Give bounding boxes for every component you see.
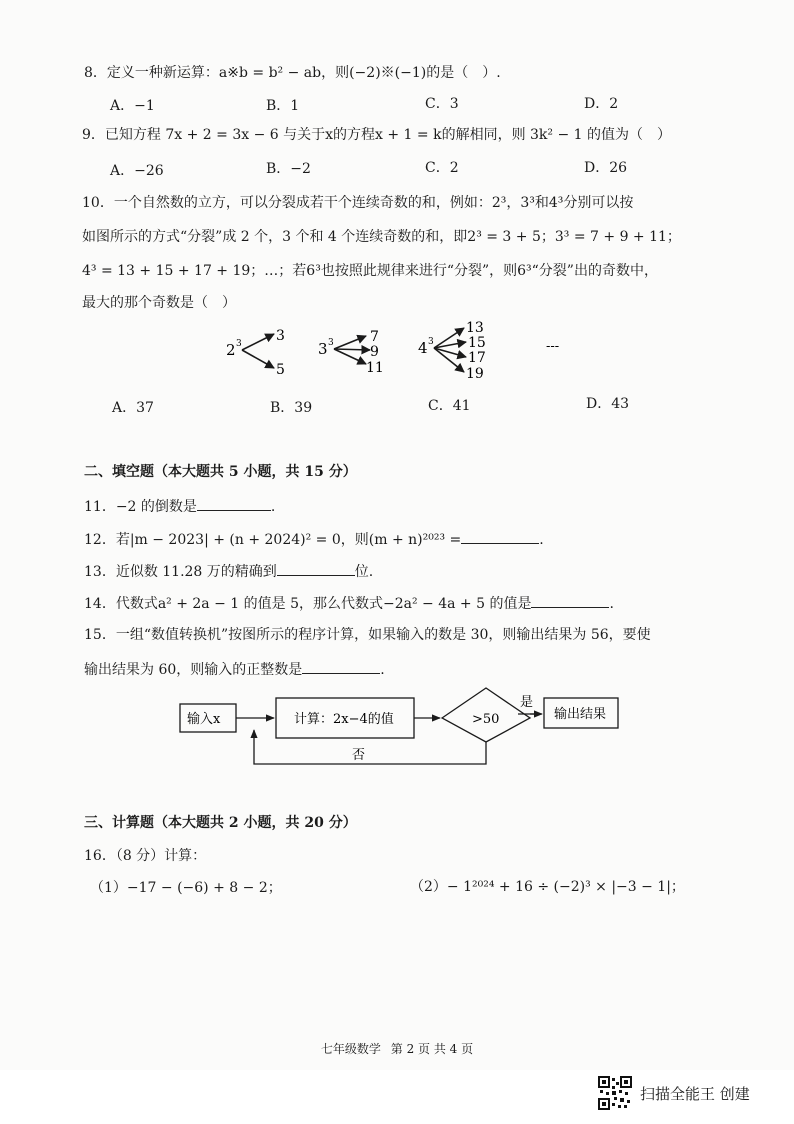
q10-line-2: 如图所示的方式“分裂”成 2 个，3 个和 4 个连续奇数的和，即2³ = 3 + 5；3³ = 7 + 9 + 11； xyxy=(82,229,681,245)
q14-text: 14．代数式a² + 2a − 1 的值是 5，那么代数式−2a² − 4a + 5 的值是 xyxy=(84,596,532,612)
diagram-exp-2: 3 xyxy=(236,339,242,349)
diagram-exp-3: 3 xyxy=(328,338,334,348)
q10-line-3: 4³ = 13 + 15 + 17 + 19；…；若6³也按照此规律来进行“分裂”，则6³“分裂”出的奇数中， xyxy=(82,263,658,279)
diagram-ellipsis: --- xyxy=(546,339,560,354)
diagram-leaf: 11 xyxy=(366,360,384,376)
flow-no-label: 否 xyxy=(352,748,366,763)
q16-stem: 16．（8 分）计算： xyxy=(84,848,207,864)
diagram-base-3: 3 xyxy=(318,340,328,358)
scanner-label: 扫描全能王 创建 xyxy=(640,1085,750,1103)
q10-line-4: 最大的那个奇数是（ ） xyxy=(82,295,236,311)
footer-subject: 七年级数学 xyxy=(320,1042,381,1056)
answer-blank[interactable] xyxy=(302,659,380,674)
diagram-leaf: 3 xyxy=(276,328,285,344)
diagram-arrow xyxy=(334,336,366,349)
diagram-base-4: 4 xyxy=(418,339,428,357)
diagram-exp-4: 3 xyxy=(428,337,434,347)
section-2-title: 二、填空题（本大题共 5 小题，共 15 分） xyxy=(84,464,357,480)
diagram-arrow xyxy=(334,349,366,364)
q8-option-c: C．3 xyxy=(425,96,459,112)
q11-end: . xyxy=(270,499,276,515)
diagram-arrow xyxy=(334,349,370,350)
diagram-base-2: 2 xyxy=(226,341,236,359)
q16-part-1: （1）−17 − (−6) + 8 − 2； xyxy=(90,880,282,896)
flow-input-label: 输入x xyxy=(187,712,221,727)
page-footer xyxy=(0,1040,794,1057)
q15-text: 输出结果为 60，则输入的正整数是 xyxy=(84,662,303,678)
q12 xyxy=(84,529,544,550)
q15-line-1: 15．一组“数值转换机”按图所示的程序计算，如果输入的数是 30，则输出结果为 56，要使 xyxy=(84,627,651,643)
number-machine-flowchart xyxy=(176,684,636,770)
q9-stem: 9．已知方程 7x + 2 = 3x − 6 与关于x的方程x + 1 = k的解相同，则 3k² − 1 的值为（ ） xyxy=(82,127,672,143)
q9-option-a: A．−26 xyxy=(110,163,164,179)
q9-option-b: B．−2 xyxy=(266,161,311,177)
q14 xyxy=(84,593,614,614)
q16-part-2: （2）− 1²⁰²⁴ + 16 ÷ (−2)³ × |−3 − 1|； xyxy=(410,879,685,895)
diagram-leaf: 17 xyxy=(468,350,486,366)
flow-loop-line xyxy=(254,732,486,764)
flow-compute-label: 计算：2x−4的值 xyxy=(294,712,394,727)
answer-blank[interactable] xyxy=(277,561,355,576)
cube-split-diagram xyxy=(220,318,600,388)
diagram-leaf: 9 xyxy=(370,344,379,360)
section-3-title: 三、计算题（本大题共 2 小题，共 20 分） xyxy=(84,815,357,831)
q8-option-a: A．−1 xyxy=(110,98,155,114)
q9-option-c: C．2 xyxy=(425,160,459,176)
q15-line-2 xyxy=(84,659,385,680)
answer-blank[interactable] xyxy=(461,529,539,544)
q10-option-c: C．41 xyxy=(428,398,471,414)
q10-option-d: D．43 xyxy=(586,396,630,412)
q8-option-d: D．2 xyxy=(584,96,619,112)
q13-end: 位. xyxy=(354,564,374,580)
q14-end: . xyxy=(609,596,614,612)
q12-end: . xyxy=(539,532,544,548)
flow-yes-label: 是 xyxy=(520,695,534,710)
flow-output-label: 输出结果 xyxy=(554,707,607,722)
q9-option-d: D．26 xyxy=(584,160,628,176)
q11-text: 11．−2 的倒数是 xyxy=(84,499,197,515)
q12-text: 12．若|m − 2023| + (n + 2024)² = 0，则(m + n)²⁰²³ = xyxy=(84,532,462,548)
q8-stem: 8．定义一种新运算：a※b = b² − ab，则(−2)※(−1)的是（ ）. xyxy=(84,65,501,81)
diagram-leaf: 13 xyxy=(466,320,484,336)
answer-blank[interactable] xyxy=(197,496,271,511)
diagram-leaf: 7 xyxy=(370,329,379,345)
diagram-arrow xyxy=(242,334,274,350)
diagram-arrow xyxy=(242,350,274,368)
q13 xyxy=(84,561,373,582)
diagram-leaf: 5 xyxy=(276,362,285,378)
diagram-leaf: 15 xyxy=(468,335,486,351)
q8-option-b: B．1 xyxy=(266,98,300,114)
answer-blank[interactable] xyxy=(531,593,609,608)
q15-end: . xyxy=(380,662,385,678)
qr-code-icon xyxy=(598,1076,632,1110)
q10-line-1: 10．一个自然数的立方，可以分裂成若干个连续奇数的和，例如：2³，3³和4³分别可以按 xyxy=(82,195,634,211)
footer-page-number: 第 2 页 共 4 页 xyxy=(390,1042,474,1056)
q13-text: 13．近似数 11.28 万的精确到 xyxy=(84,564,277,580)
flow-condition-label: >50 xyxy=(472,712,500,727)
q10-option-b: B．39 xyxy=(270,400,313,416)
diagram-leaf: 19 xyxy=(466,366,484,382)
q11 xyxy=(84,496,275,517)
q10-option-a: A．37 xyxy=(112,400,154,416)
